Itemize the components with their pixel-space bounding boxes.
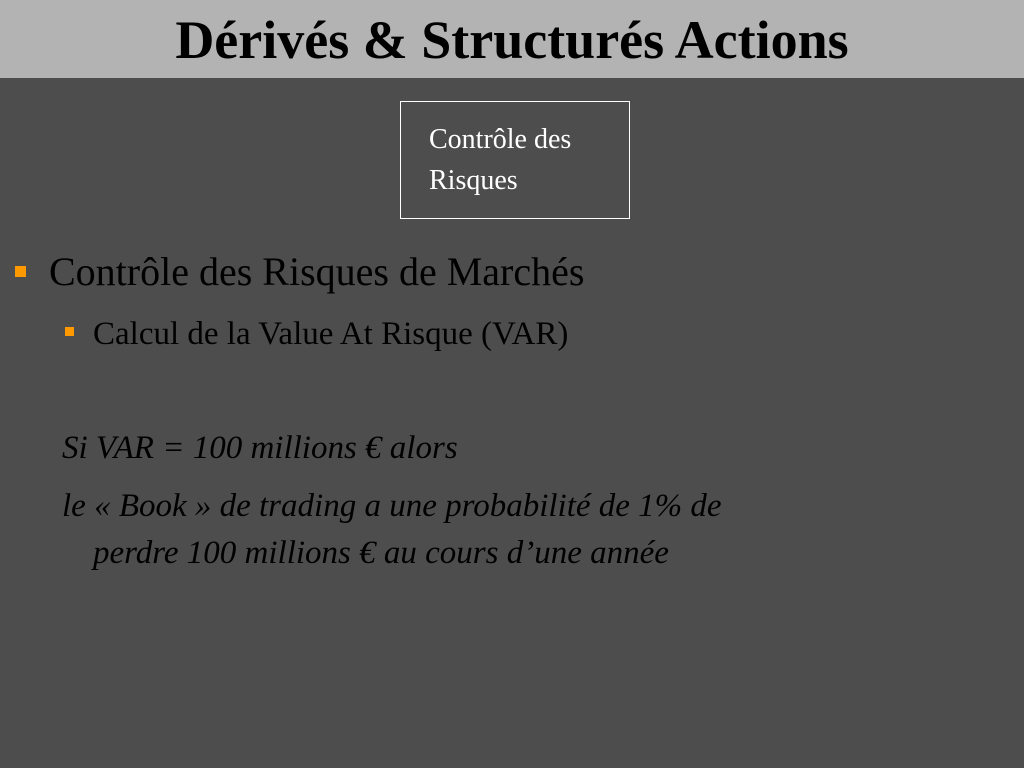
- square-bullet-icon: [65, 327, 74, 336]
- title-bar: [0, 0, 1024, 78]
- section-label-box: [400, 101, 630, 219]
- note-line-2: le « Book » de trading a une probabilité de 1% de: [62, 488, 722, 524]
- square-bullet-icon: [15, 266, 26, 277]
- note-line-3: perdre 100 millions € au cours d’une année: [93, 535, 669, 571]
- note-line-1: Si VAR = 100 millions € alors: [62, 430, 458, 466]
- slide-title: Dérivés & Structurés Actions: [175, 10, 849, 70]
- section-label-line-1: Contrôle des: [429, 124, 572, 155]
- section-label-line-2: Risques: [429, 165, 518, 196]
- bullet-level-2: Calcul de la Value At Risque (VAR): [93, 316, 569, 352]
- bullet-level-1: Contrôle des Risques de Marchés: [49, 249, 585, 294]
